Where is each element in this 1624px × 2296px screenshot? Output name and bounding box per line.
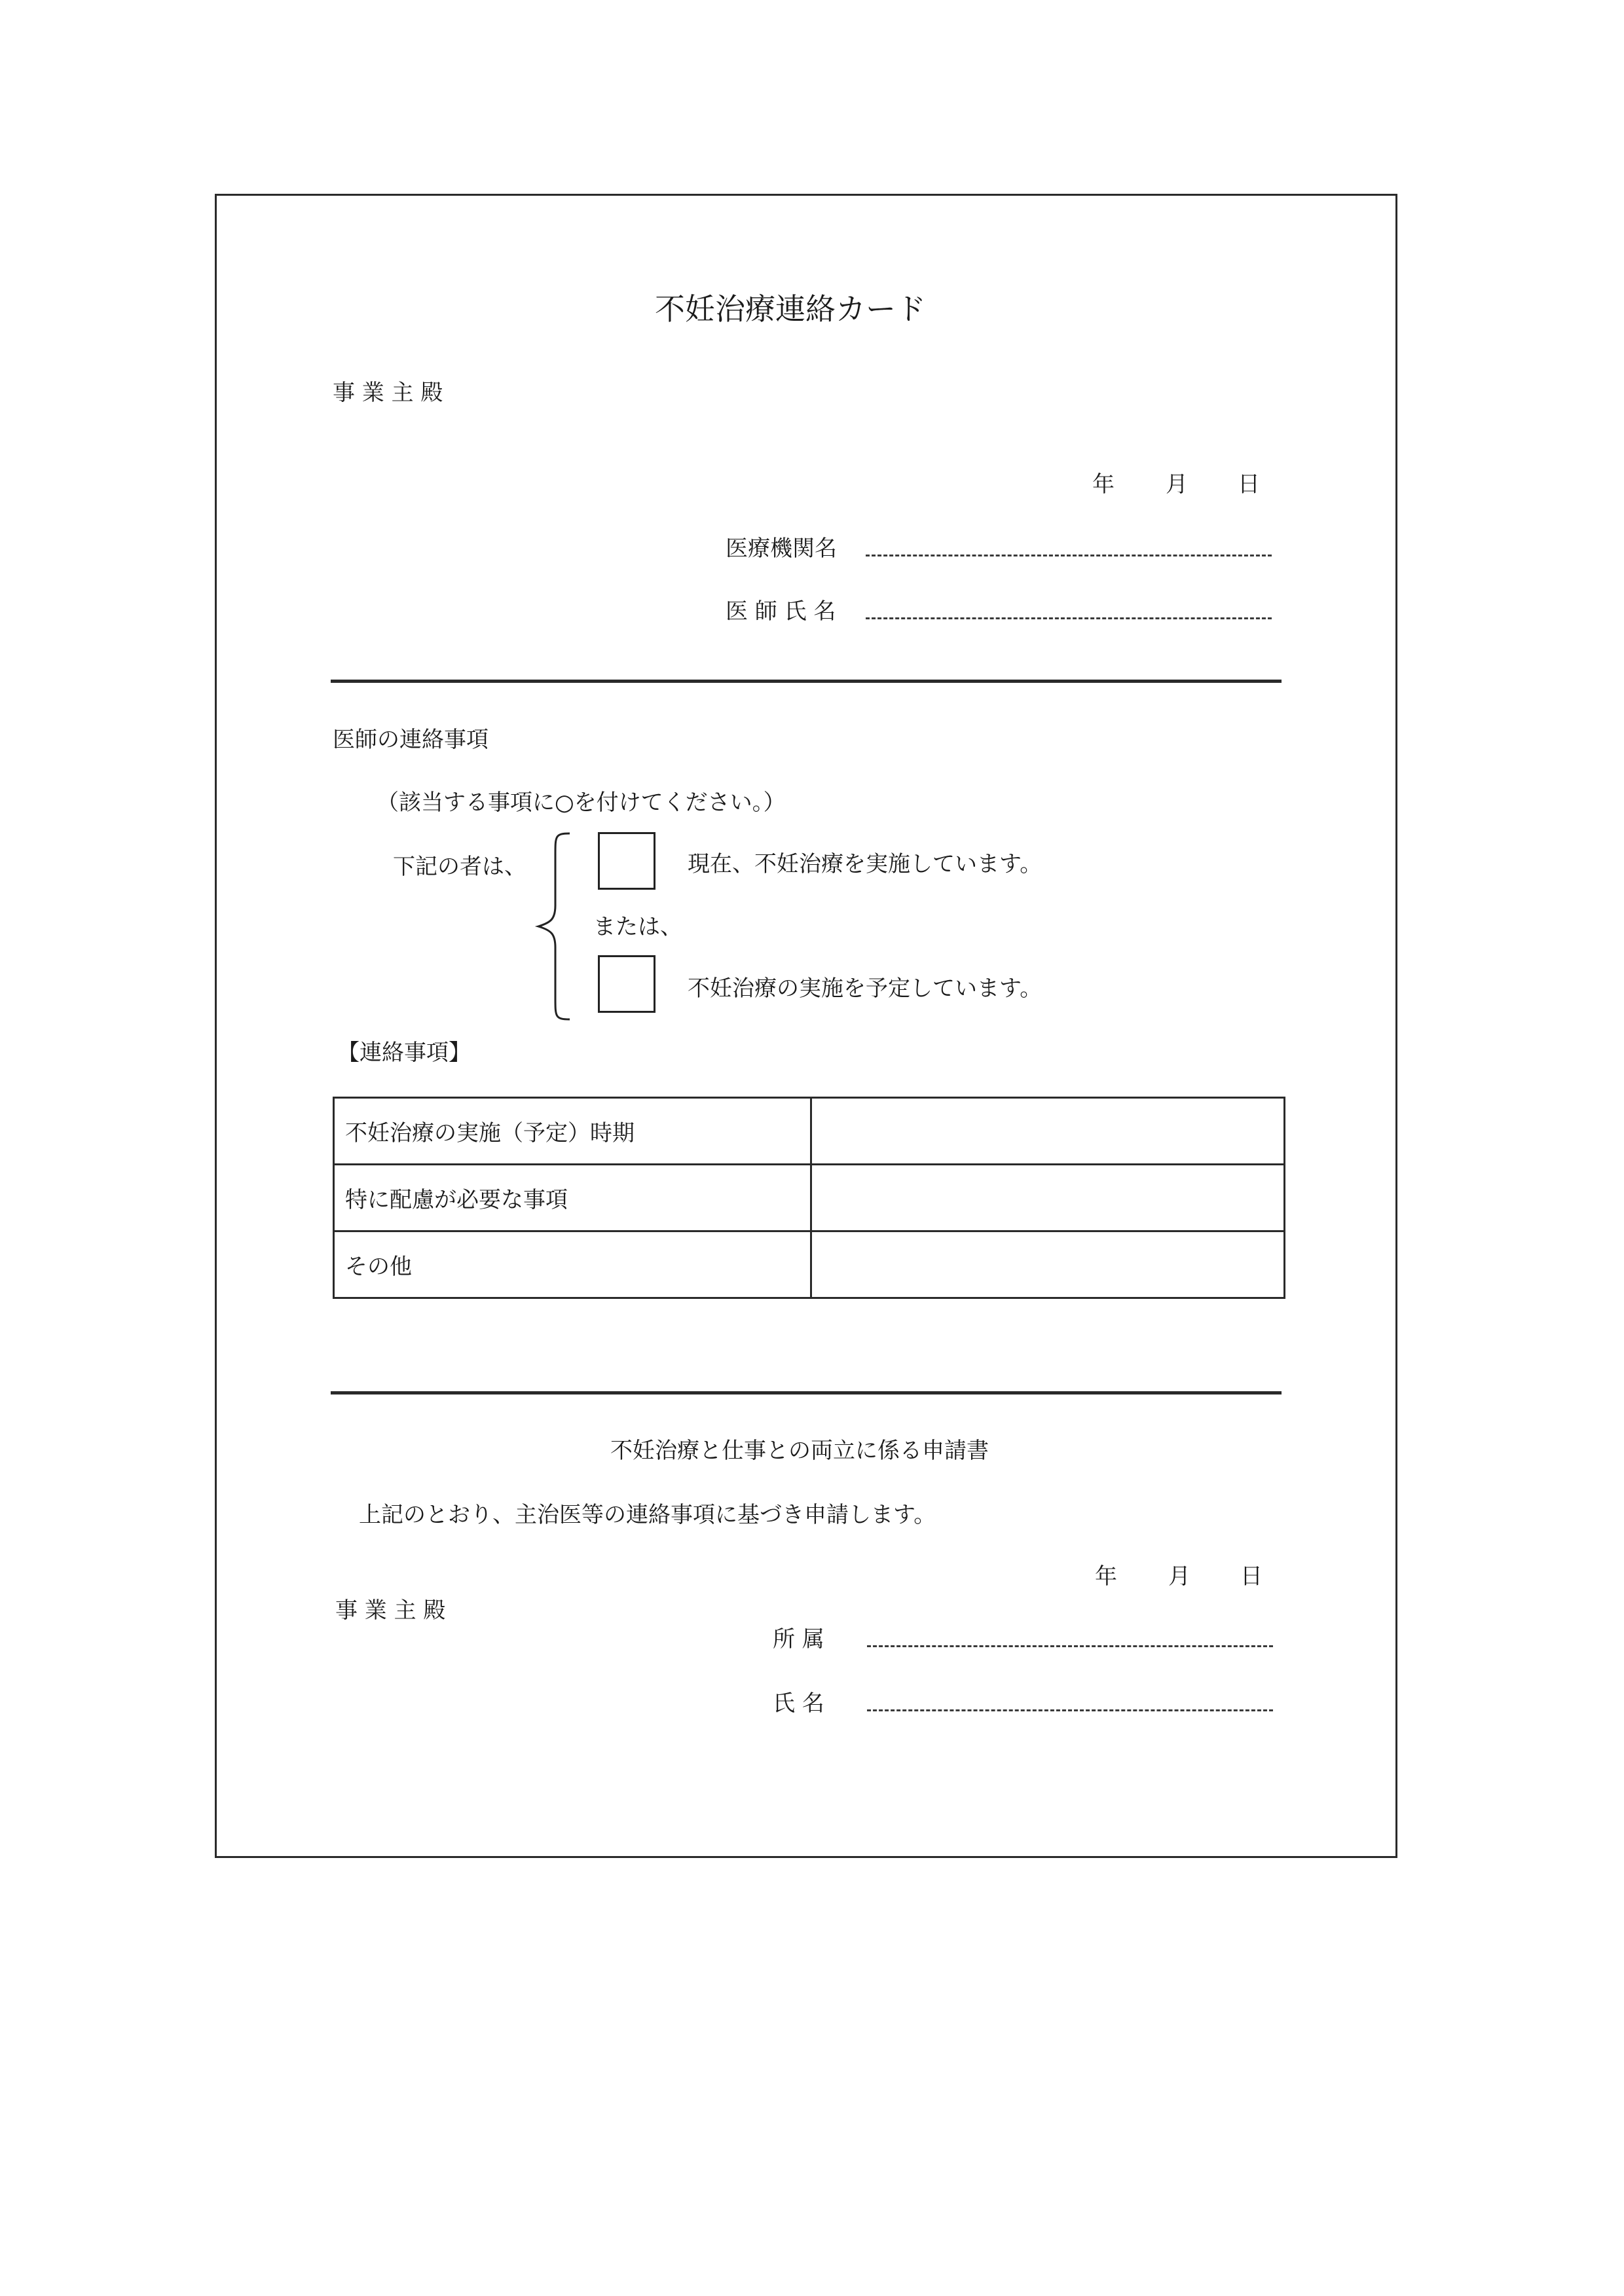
contact-row-label: その他 [334,1231,811,1298]
planned-treatment-checkbox[interactable] [598,955,655,1013]
subject-lead: 下記の者は、 [393,854,526,880]
table-row [334,1165,1285,1231]
contact-heading: 【連絡事項】 [337,1040,471,1066]
card-date-year: 年 [1092,471,1115,498]
application-title: 不妊治療と仕事との両立に係る申請書 [610,1438,989,1464]
application-date-year: 年 [1095,1563,1117,1590]
current-treatment-checkbox[interactable] [598,832,655,890]
card-date-day: 日 [1238,471,1260,498]
application-date-month: 月 [1168,1563,1190,1590]
card-date-month: 月 [1166,471,1188,498]
application-statement: 上記のとおり、主治医等の連絡事項に基づき申請します。 [359,1502,936,1528]
contact-row-label: 特に配慮が必要な事項 [334,1165,811,1231]
or-text: または、 [593,914,682,940]
affiliation-label: 所 属 [773,1626,824,1652]
section-divider [331,1391,1282,1394]
option-current-label: 現在、不妊治療を実施しています。 [688,851,1043,877]
institution-field[interactable] [866,555,1272,556]
doctor-notes-heading: 医師の連絡事項 [333,727,489,753]
table-row [334,1231,1285,1298]
contact-row-value[interactable] [811,1165,1285,1231]
section-divider [331,680,1282,683]
instruction-text: （該当する事項に○を付けてください。） [377,790,786,816]
contact-table [333,1097,1285,1299]
contact-row-value[interactable] [811,1098,1285,1165]
doctor-name-label: 医 師 氏 名 [726,598,836,625]
applicant-name-field[interactable] [867,1709,1273,1711]
applicant-name-label: 氏 名 [773,1690,824,1717]
card-addressee: 事 業 主 殿 [333,380,443,406]
table-row [334,1098,1285,1165]
option-planned-label: 不妊治療の実施を予定しています。 [688,975,1043,1002]
application-addressee: 事 業 主 殿 [335,1597,446,1624]
application-date-day: 日 [1240,1563,1263,1590]
contact-row-value[interactable] [811,1231,1285,1298]
institution-label: 医療機関名 [726,536,837,562]
affiliation-field[interactable] [867,1645,1273,1647]
card-title: 不妊治療連絡カード [655,291,926,327]
doctor-name-field[interactable] [866,617,1272,619]
contact-row-label: 不妊治療の実施（予定）時期 [334,1098,811,1165]
curly-brace-icon [532,828,578,1025]
